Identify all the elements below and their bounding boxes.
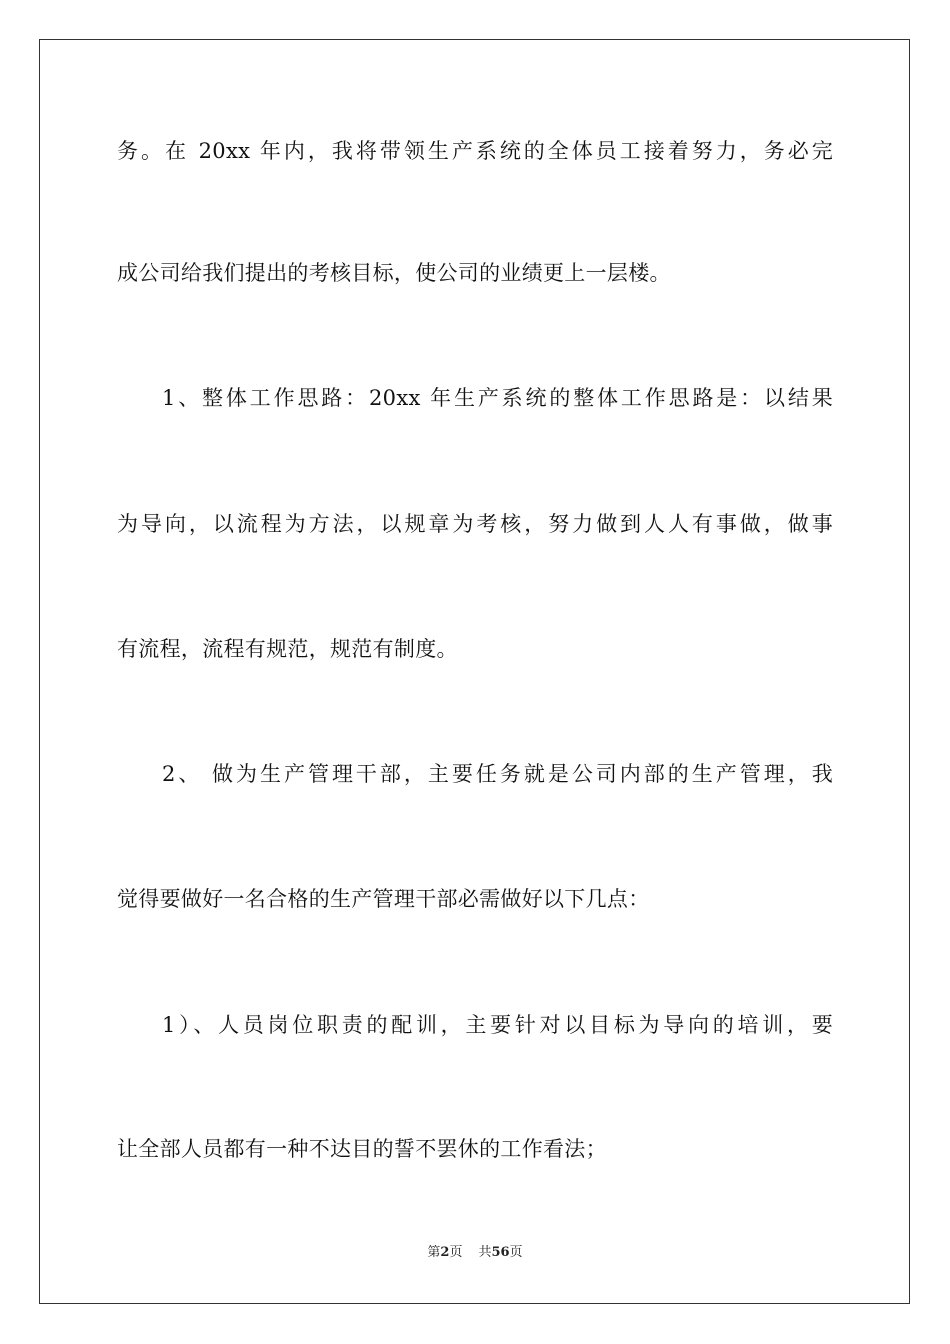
body-line-9: 让全部人员都有一种不达目的誓不罢休的工作看法； — [117, 1137, 607, 1161]
footer-page-number: 2 — [440, 1245, 450, 1260]
footer-total-prefix: 共 — [478, 1245, 492, 1260]
body-line-2: 成公司给我们提出的考核目标，使公司的业绩更上一层楼。 — [117, 261, 671, 285]
page-footer — [0, 1244, 950, 1262]
body-line-8: 1）、人员岗位职责的配训，主要针对以目标为导向的培训，要 — [162, 1013, 833, 1037]
body-line-1: 务。在 20xx 年内，我将带领生产系统的全体员工接着努力，务必完 — [117, 139, 833, 163]
page-border — [39, 39, 910, 1304]
footer-total-suffix: 页 — [509, 1245, 523, 1260]
body-line-7: 觉得要做好一名合格的生产管理干部必需做好以下几点： — [117, 887, 650, 911]
footer-page-suffix: 页 — [449, 1245, 463, 1260]
footer-page-prefix: 第 — [427, 1245, 441, 1260]
body-line-3: 1、整体工作思路：20xx 年生产系统的整体工作思路是：以结果 — [162, 386, 833, 410]
body-line-4: 为导向，以流程为方法，以规章为考核，努力做到人人有事做，做事 — [117, 512, 833, 536]
body-line-6: 2、 做为生产管理干部，主要任务就是公司内部的生产管理，我 — [162, 762, 833, 786]
body-line-5: 有流程，流程有规范，规范有制度。 — [117, 637, 458, 661]
footer-total-pages: 56 — [491, 1245, 510, 1260]
